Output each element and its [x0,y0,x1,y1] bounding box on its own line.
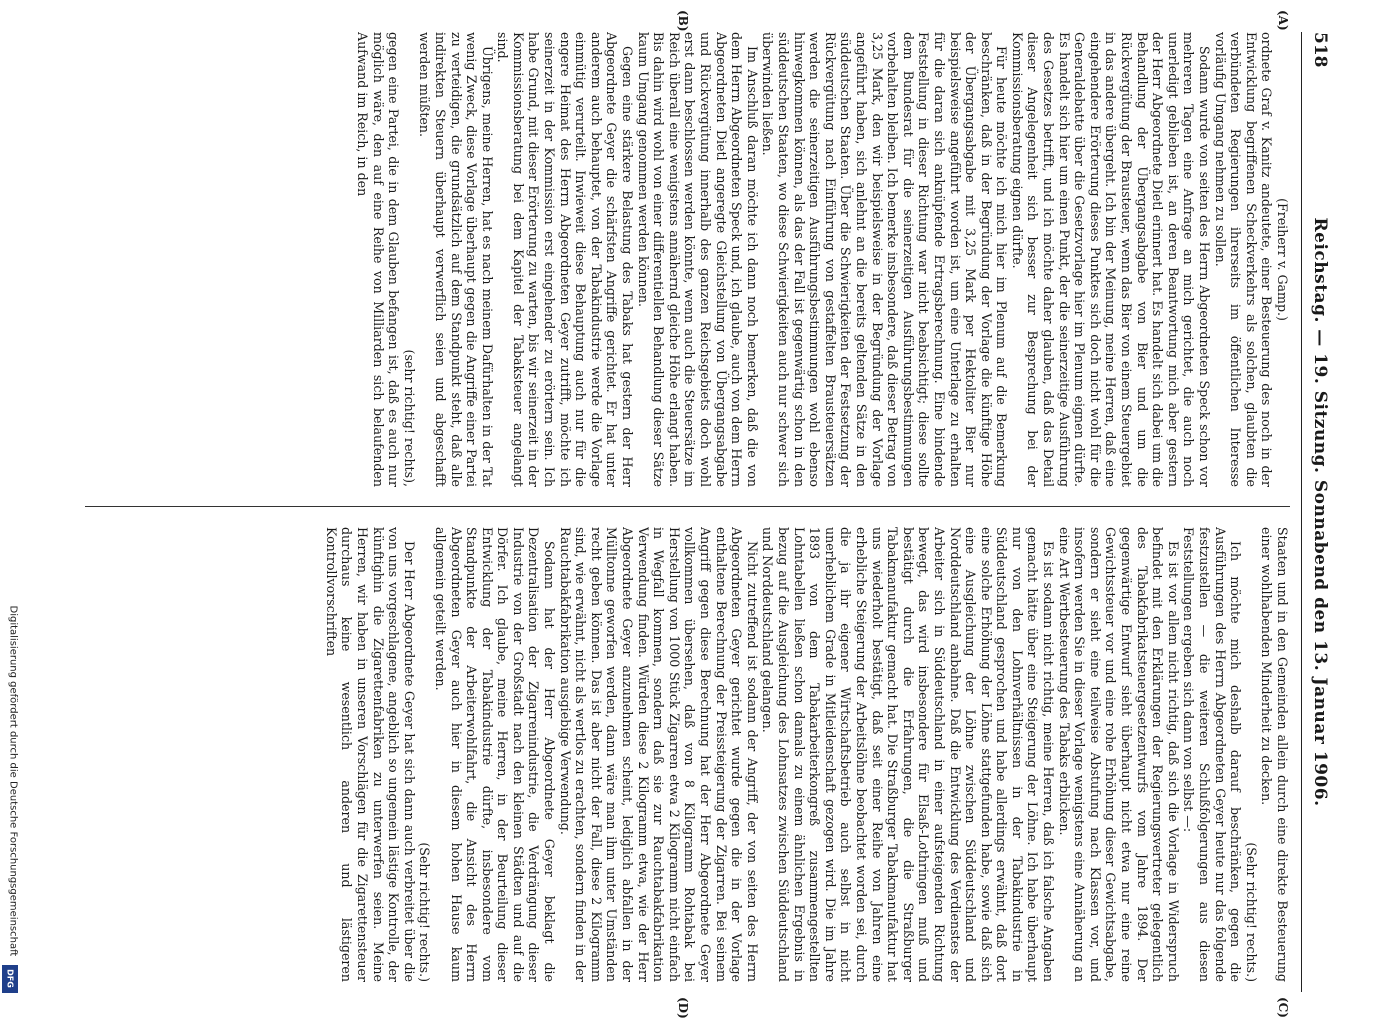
paragraph: gegen eine Partei, die in dem Glauben befangen ist, daß es auch nur möglich wäre, den auf eine Reihe von Milliarden sich belaufenden Aufwand im Reich, in den [354,32,402,487]
paragraph: Der Herr Abgeordnete Geyer hat sich dann auch verbreitet über die von uns vorgeschlagene, angeblich so ungemein lästige Kontrolle, der künftighin die Zigarettenfabriken zu unterwerfen seien. Meine Herren, wir haben in unseren Vorschlägen für die Zigarettensteuer durchaus keine wesentlich anderen und lästigeren Kontrollvorschriften [323,527,417,982]
paragraph: Ich möchte mich deshalb darauf beschränken, gegen die Ausführungen des Herrn Abgeordneten Geyer heute nur das folgende festzustellen — die weiteren Schlußfolgerungen aus diesen Feststellungen ergeben sich dann von selbst —: [1181,527,1244,982]
column-divider [85,506,1290,507]
paragraph: Staaten und in den Gemeinden allein durch eine direkte Besteuerung einer wohlhabenden Minderheit zu decken. [1259,527,1290,982]
document-page [65,10,1330,1019]
paragraph: ordnete Graf v. Kanitz andeutete, einer Besteuerung des noch in der Entwicklung begriffenen Scheckverkehrs als solchen, glaubten die verbündeten Regierungen ihrerseits im öffentlichen Interesse vorläufig Umgang nehmen zu sollen. [1212,32,1275,487]
paragraph: Für heute möchte ich mich hier im Plenum auf die Bemerkung beschränken, daß in der Begründung der Vorlage die künftige Höhe der Übergangsabgabe mit 3,25 Mark per Hektoliter Bier nur beispielsweise angeführt worden ist, um eine Unterlage zu erhalten für die daran sich anknüpfende Ertragsberechnung. Eine bindende Feststellung in dieser Richtung war nicht beabsichtigt; diese sollte dem Bundesrat für die seinerzeitigen Ausführungsbestimmungen vorbehalten bleiben. Ich bemerke insbesondere, daß dieser Betrag von 3,25 Mark, den wir beispielsweise in der Begründung der Vorlage angeführt haben, sich anlehnt an die bereits geltenden Sätze in den süddeutschen Staaten. Über die Schwierigkeiten der Festsetzung der Rückvergütung nach Einführung von gestaffelten Brausteuersätzen werden die seinerzeitigen Ausführungsbestimmungen wohl ebenso hinwegkommen können, als das der Fall ist gegenwärtig schon in den süddeutschen Staaten, wo diese Schwierigkeiten auch nur schwer sich überwinden ließen. [760,32,1010,487]
paragraph: Sodann hat der Herr Abgeordnete Geyer beklagt die Dezentralisation der Zigarrenindustrie, die Verdrängung dieser Industrie von der Großstadt nach den kleinen Städten und auf die Dörfer. Ich glaube, meine Herren, in der Beurteilung dieser Entwicklung der Tabakindustrie dürfte, insbesondere vom Standpunkte der Arbeiterwohlfahrt, die Ansicht des Herrn Abgeordneten Geyer auch hier in diesem hohen Hause kaum allgemein geteilt werden. [432,527,558,982]
page-number: 518 [1310,32,1330,68]
paragraph: Übrigens, meine Herren, hat es nach meinem Dafürhalten in der Tat wenig Zweck, diese Vorlage überhaupt gegen die Angriffe einer Partei zu verteidigen, die grundsätzlich auf dem Standpunkt steht, daß alle indirekten Steuern überhaupt verwerflich seien und abgeschafft werden müßten. [417,32,495,487]
paragraph: Es ist vor allem nicht richtig, daß sich die Vorlage in Widerspruch befindet mit den Erklärungen der Regierungsvertreter gelegentlich des Tabakfabrikatsteuergesetzentwurfs vom Jahre 1894. Der gegenwärtige Entwurf sieht überhaupt nicht etwa nur eine reine Gewichtssteuer vor und eine rohe Erhöhung dieser Gewichtsabgabe, sondern er sieht eine teilweise Abstufung nach Klassen vor, und insofern werden Sie in dieser Vorlage wenigstens eine Annäherung an eine Art Wertbesteuerung des Tabaks erblicken. [1056,527,1181,982]
left-column [80,32,1290,487]
running-title: Reichstag. — 19. Sitzung. Sonnabend den 13. Januar 1906. [1310,217,1330,807]
page-header [1304,32,1330,992]
speaker-label: (Freiherr v. Gamp.) [1275,198,1290,321]
margin-marker-d: (D) [676,997,690,1019]
credit-text: Digitalisierung gefördert durch die Deutsche Forschungsgemeinschaft [7,605,19,957]
paragraph: Gegen eine stärkere Belastung des Tabaks hat gestern der Herr Abgeordnete Geyer die schärfsten Angriffe gerichtet. Er hat unter anderem auch behauptet, von der Tabakindustrie werde die Vorlage einmütig verurteilt. Inwieweit diese Behauptung auch nur für die engere Heimat des Herrn Abgeordneten Geyer zutrifft, möchte ich seinerzeit in der Kommission erst eingehender zu erörtern sein. Ich habe Grund, mit dieser Erörterung zu warten, bis wir seinerzeit in der Kommissionsberatung bei dem Kapitel der Tabaksteuer angelangt sind. [495,32,636,487]
paragraph: Sodann wurde von seiten des Herrn Abgeordneten Speck schon vor mehreren Tagen eine Anfrage an mich gerichtet, die auch noch unerledigt geblieben ist, an deren Beantwortung mich aber gestern der Herr Abgeordnete Dietl erinnert hat. Es handelt sich dabei um die Behandlung der Übergangsabgabe von Bier und um die Rückvergütung der Brausteuer, wenn das Bier von einem Steuergebiet in das andere übergeht. Ich bin der Meinung, meine Herren, daß eine eingehendere Erörterung dieses Punktes sich doch nicht wohl für die Generaldebatte über die Gesetzvorlage hier im Plenum eignen dürfte. Es handelt sich hier um einen Punkt, der die seinerzeitige Ausführung des Gesetzes betrifft, und ich möchte daher glauben, daß das Detail dieser Angelegenheit sich besser zur Besprechung bei der Kommissionsberatung eignen dürfte. [1009,32,1213,487]
margin-marker-b: (B) [676,10,690,32]
interjection: (Sehr richtig! rechts.) [417,842,433,982]
interjection: (Sehr richtig! rechts.) [1243,842,1259,982]
interjection: (sehr richtig! rechts), [401,349,417,487]
right-column [80,527,1290,982]
paragraph: Nicht zutreffend ist sodann der Angriff, der von seiten des Herrn Abgeordneten Geyer gerichtet wurde gegen die in der Vorlage enthaltene Berechnung der Preissteigerung der Zigarren. Bei seinem Angriff gegen diese Berechnung hat der Herr Abgeordnete Geyer vollkommen übersehen, daß von 8 Kilogramm Rohtabak bei Herstellung von 1000 Stück Zigarren etwa 2 Kilogramm nicht einfach in Wegfall kommen, sondern daß sie zur Rauchtabakfabrikation Verwendung finden. Würden diese 2 Kilogramm etwa, wie der Herr Abgeordnete Geyer anzunehmen scheint, lediglich abfallen in der Mülltonne geworfen werden, dann wäre man ihm unter Umständen recht geben können. Das ist aber nicht der Fall, diese 2 Kilogramm sind, wie erwähnt, nicht als wertlos zu erachten, sondern finden in der Rauchtabakfabrikation ausgiebige Verwendung. [557,527,760,982]
margin-marker-a: (A) [1276,10,1290,31]
dfg-logo [2,965,18,993]
paragraph: Im Anschluß daran möchte ich dann noch bemerken, daß die von dem Herrn Abgeordneten Speck und, ich glaube, auch von dem Herrn Abgeordneten Dietl angeregte Gleichstellung von Übergangsabgabe und Rückvergütung innerhalb des ganzen Reichsgebiets doch wohl erst dann beschlossen werden könnte, wenn auch die Steuersätze im Reich überall eine wenigstens annähernd gleiche Höhe erlangt haben. Bis dahin wird wohl von einer differentiellen Behandlung dieser Sätze kaum Umgang genommen werden können. [635,32,760,487]
logo-text: DFG [5,969,15,988]
margin-marker-c: (C) [1276,997,1290,1018]
paragraph: Es ist sodann nicht richtig, meine Herren, daß ich falsche Angaben gemacht hätte über eine Steigerung der Löhne. Ich habe überhaupt nur von den Lohnverhältnissen in der Tabakindustrie in Süddeutschland gesprochen und habe allerdings erwähnt, daß dort eine solche Erhöhung der Löhne stattgefunden habe, sowie daß sich eine Ausgleichung der Löhne zwischen Süddeutschland und Norddeutschland anbahne. Daß die Entwicklung des Verdienstes der Arbeiter sich in Süddeutschland in einer aufsteigenden Richtung bewegt, das wird insbesondere für Elsaß-Lothringen muß und bestätigt durch die Erfahrungen, die die Straßburger Tabakmanufaktur gemacht hat. Die Straßburger Tabakmanufaktur hat uns wiederholt bestätigt, daß seit einer Reihe von Jahren eine erhebliche Steigerung der Arbeitslöhne beobachtet worden sei, durch die ja ihr eigener Wirtschaftsbetrieb auch selbst in nicht unerheblichem Grade in Mitleidenschaft gezogen wird. Die im Jahre 1893 von dem Tabakarbeiterkongreß zusammengestellten Lohntabellen ließen schon damals zu einem ähnlichen Ergebnis in bezug auf die Ausgleichung des Lohnsatzes zwischen Süddeutschland und Norddeutschland gelangen. [760,527,1057,982]
digitization-credit [3,605,21,990]
header-rule [1301,32,1302,992]
